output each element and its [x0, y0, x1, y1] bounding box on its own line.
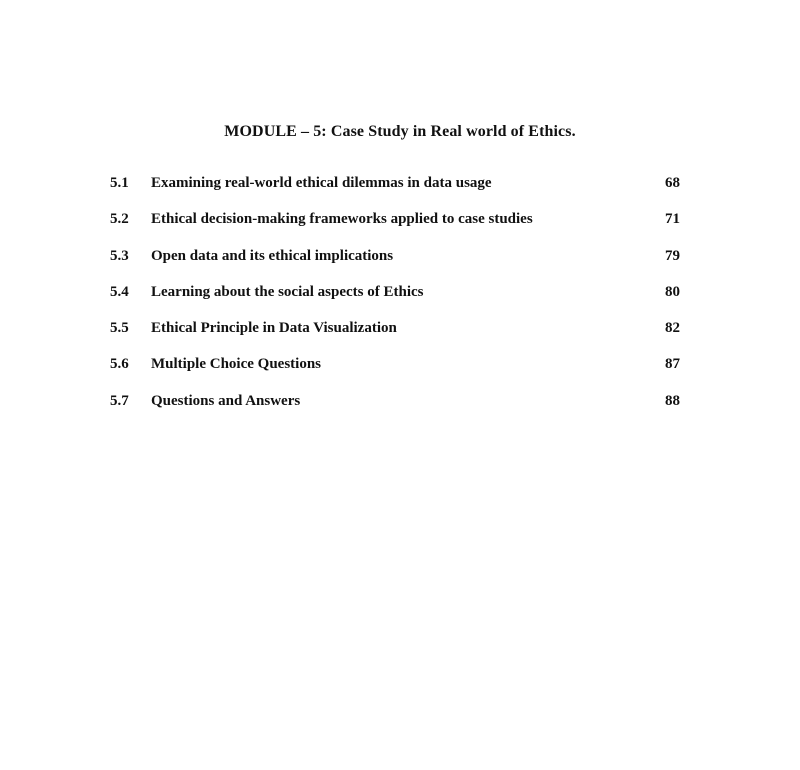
toc-entry — [0, 173, 800, 209]
toc-entry — [0, 318, 800, 354]
toc-entry-page: 88 — [665, 392, 680, 409]
table-of-contents — [0, 173, 800, 427]
toc-entry — [0, 354, 800, 390]
toc-entry-number: 5.7 — [110, 392, 129, 409]
toc-entry — [0, 391, 800, 427]
toc-entry — [0, 282, 800, 318]
toc-entry-number: 5.4 — [110, 283, 129, 300]
toc-entry-title: Ethical decision-making frameworks applied to case studies — [151, 211, 533, 228]
toc-entry-page: 87 — [665, 356, 680, 373]
toc-entry-title: Multiple Choice Questions — [151, 356, 322, 373]
toc-entry-page: 68 — [665, 175, 680, 191]
toc-entry-page: 71 — [665, 211, 680, 228]
toc-entry-title: Ethical Principle in Data Visualization — [151, 320, 397, 337]
toc-entry — [0, 246, 800, 282]
toc-entry — [0, 209, 800, 245]
toc-entry-title: Learning about the social aspects of Ethics — [151, 283, 424, 300]
module-heading: MODULE – 5: Case Study in Real world of Ethics. — [224, 123, 576, 140]
toc-entry-title: Open data and its ethical implications — [151, 247, 394, 264]
toc-entry-page: 80 — [665, 283, 680, 300]
toc-entry-title: Questions and Answers — [151, 392, 301, 409]
toc-entry-page: 79 — [665, 247, 680, 264]
toc-entry-number: 5.6 — [110, 356, 129, 373]
toc-entry-page: 82 — [665, 320, 680, 337]
toc-entry-number: 5.3 — [110, 247, 129, 264]
toc-entry-title: Examining real-world ethical dilemmas in data usage — [151, 175, 492, 191]
toc-entry-number: 5.5 — [110, 320, 129, 337]
toc-entry-number: 5.1 — [110, 175, 129, 191]
toc-entry-number: 5.2 — [110, 211, 129, 228]
